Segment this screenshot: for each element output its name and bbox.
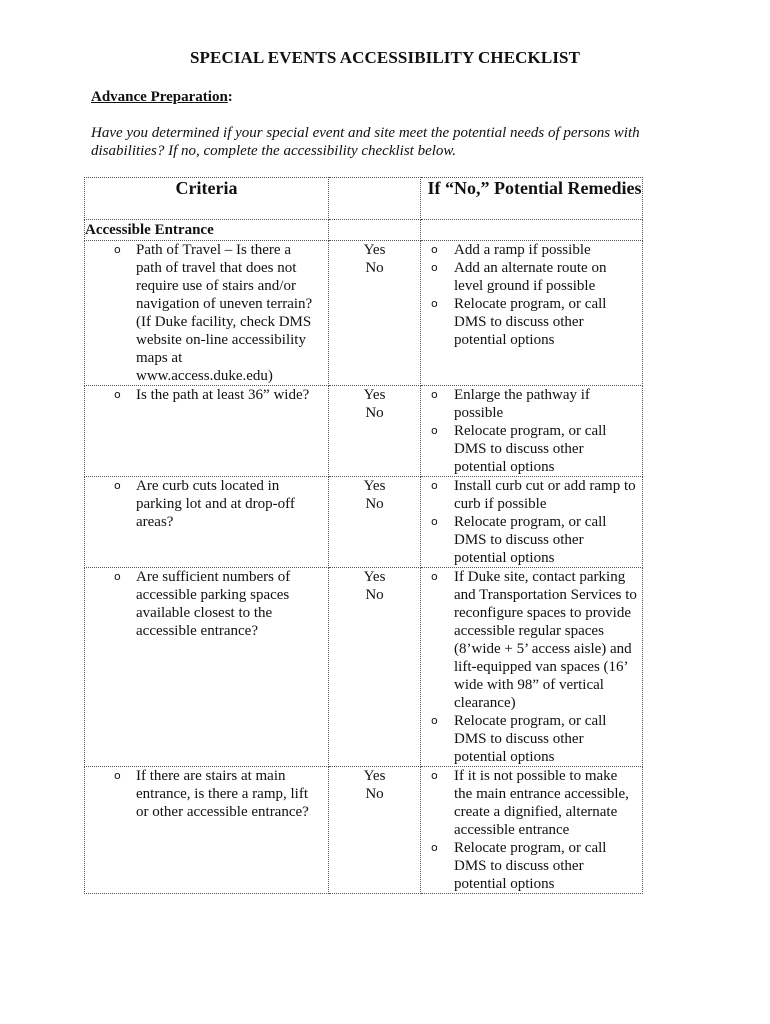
- table-row: [85, 767, 643, 894]
- response-cell: [329, 386, 421, 477]
- criteria-cell: [85, 386, 329, 477]
- remedies-cell: [421, 477, 643, 568]
- document-title: SPECIAL EVENTS ACCESSIBILITY CHECKLIST: [189, 48, 581, 67]
- remedy-text: If it is not possible to make the main entrance accessible, create a dignified, alternate accessible entrance: [454, 768, 629, 838]
- bullet-circle-icon: o: [431, 515, 438, 528]
- no-option: No: [365, 587, 384, 603]
- response-cell: [329, 767, 421, 894]
- remedies-cell: [421, 767, 643, 894]
- criteria-question-text: Path of Travel – Is there a path of travel that does not require use of stairs and/or navigation of uneven terrain? (If Duke facility, check DMS website on-line accessibility maps at www.access.duke.edu): [136, 242, 313, 384]
- criteria-cell: [85, 241, 329, 386]
- remedies-header: If “No,” Potential Remedies: [421, 178, 643, 220]
- bullet-circle-icon: o: [431, 424, 438, 437]
- yes-option: Yes: [363, 478, 386, 494]
- criteria-question: [85, 241, 328, 385]
- bullet-circle-icon: o: [114, 570, 121, 583]
- remedy-text: Relocate program, or call DMS to discuss other potential options: [454, 423, 607, 475]
- criteria-question: [85, 568, 328, 640]
- remedies-cell: [421, 568, 643, 767]
- remedy-item: [421, 422, 642, 476]
- criteria-question-text: Are sufficient numbers of accessible parking spaces available closest to the accessible entrance?: [136, 569, 291, 639]
- bullet-circle-icon: o: [431, 769, 438, 782]
- no-option: No: [365, 786, 384, 802]
- criteria-question-text: Are curb cuts located in parking lot and at drop-off areas?: [136, 478, 295, 530]
- criteria-question: [85, 767, 328, 821]
- criteria-question: [85, 386, 328, 404]
- remedy-item: [421, 241, 642, 259]
- remedy-text: Enlarge the pathway if possible: [454, 387, 590, 421]
- criteria-cell: [85, 568, 329, 767]
- bullet-circle-icon: o: [431, 261, 438, 274]
- category-blank-cell: [421, 220, 643, 241]
- bullet-circle-icon: o: [431, 714, 438, 727]
- section-heading-colon: :: [227, 89, 233, 105]
- remedy-item: [421, 839, 642, 893]
- category-row: [85, 220, 643, 241]
- remedy-item: [421, 295, 642, 349]
- remedies-cell: [421, 386, 643, 477]
- remedy-item: [421, 568, 642, 712]
- bullet-circle-icon: o: [114, 769, 121, 782]
- table-header-row: [85, 178, 643, 220]
- remedy-text: Relocate program, or call DMS to discuss other potential options: [454, 713, 607, 765]
- bullet-circle-icon: o: [114, 479, 121, 492]
- bullet-circle-icon: o: [431, 570, 438, 583]
- criteria-question-text: Is the path at least 36” wide?: [136, 387, 310, 403]
- intro-paragraph: Have you determined if your special event and site meet the potential needs of persons with disabilities? If no, complete the accessibility checklist below.: [91, 125, 640, 159]
- bullet-circle-icon: o: [114, 388, 121, 401]
- table-row: [85, 241, 643, 386]
- section-heading-label: Advance Preparation: [91, 89, 228, 105]
- criteria-cell: [85, 767, 329, 894]
- accessibility-checklist-table: [84, 177, 643, 894]
- remedy-item: [421, 712, 642, 766]
- section-heading: [91, 89, 233, 106]
- remedy-text: Relocate program, or call DMS to discuss other potential options: [454, 514, 607, 566]
- no-option: No: [365, 496, 384, 512]
- criteria-question: [85, 477, 328, 531]
- bullet-circle-icon: o: [431, 297, 438, 310]
- no-option: No: [365, 260, 384, 276]
- no-option: No: [365, 405, 384, 421]
- bullet-circle-icon: o: [431, 841, 438, 854]
- remedy-text: Add an alternate route on level ground if possible: [454, 260, 607, 294]
- remedy-text: Add a ramp if possible: [454, 242, 591, 258]
- remedy-item: [421, 477, 642, 513]
- yes-option: Yes: [363, 387, 386, 403]
- remedy-item: [421, 259, 642, 295]
- remedy-item: [421, 386, 642, 422]
- remedies-cell: [421, 241, 643, 386]
- bullet-circle-icon: o: [431, 479, 438, 492]
- criteria-question-text: If there are stairs at main entrance, is there a ramp, lift or other accessible entrance?: [136, 768, 309, 820]
- response-cell: [329, 568, 421, 767]
- remedy-text: Relocate program, or call DMS to discuss other potential options: [454, 296, 607, 348]
- table-row: [85, 477, 643, 568]
- criteria-cell: [85, 477, 329, 568]
- category-label: Accessible Entrance: [85, 220, 329, 241]
- remedy-text: Relocate program, or call DMS to discuss other potential options: [454, 840, 607, 892]
- bullet-circle-icon: o: [114, 243, 121, 256]
- category-blank-cell: [329, 220, 421, 241]
- response-cell: [329, 477, 421, 568]
- bullet-circle-icon: o: [431, 388, 438, 401]
- bullet-circle-icon: o: [431, 243, 438, 256]
- remedy-text: If Duke site, contact parking and Transportation Services to reconfigure spaces to provide accessible regular spaces (8’wide + 5’ access aisle) and lift-equipped van spaces (16’ wide with 98” of vertical clearance): [454, 569, 637, 711]
- table-row: [85, 568, 643, 767]
- yes-option: Yes: [363, 768, 386, 784]
- criteria-header: Criteria: [85, 178, 329, 220]
- yes-option: Yes: [363, 242, 386, 258]
- remedy-item: [421, 767, 642, 839]
- response-header: [329, 178, 421, 220]
- remedy-item: [421, 513, 642, 567]
- response-cell: [329, 241, 421, 386]
- remedy-text: Install curb cut or add ramp to curb if possible: [454, 478, 636, 512]
- table-row: [85, 386, 643, 477]
- yes-option: Yes: [363, 569, 386, 585]
